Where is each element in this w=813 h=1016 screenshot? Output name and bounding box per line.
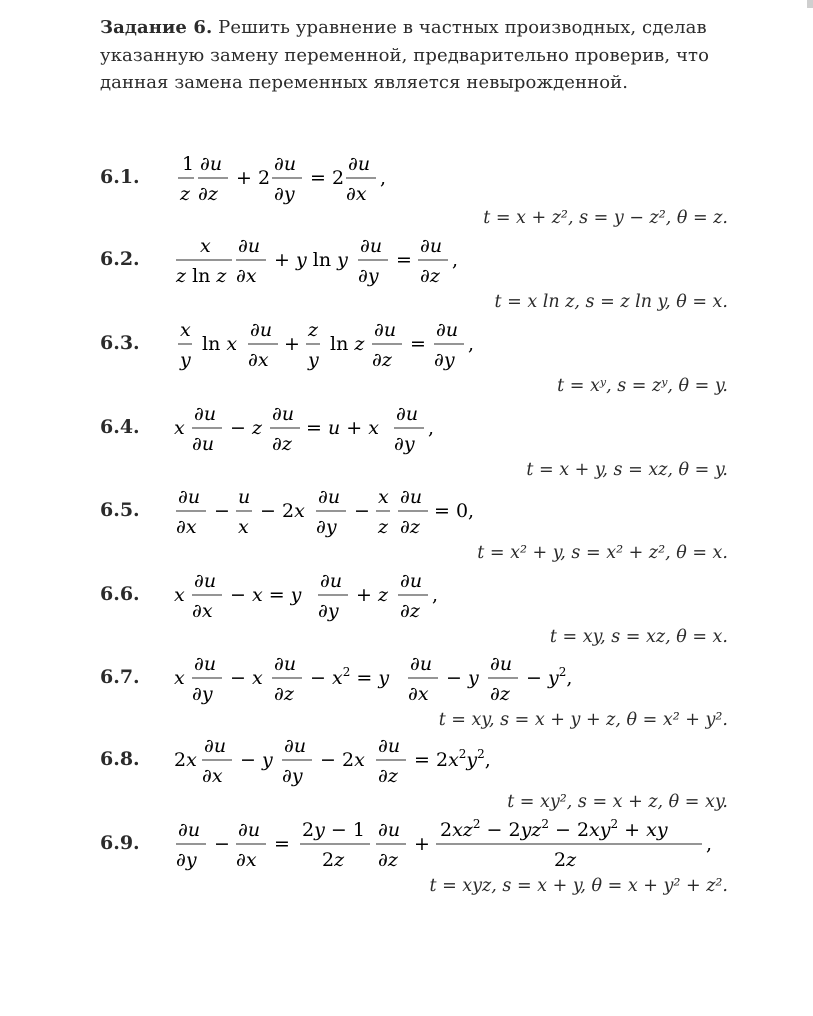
equation — [174, 650, 614, 710]
svg-text:= 2x2y2,: = $2x^2y^2$, — [414, 747, 491, 771]
svg-text:∂z: ∂z — [378, 849, 398, 871]
svg-text:z: z — [378, 516, 389, 538]
svg-text:∂u: ∂u — [238, 235, 261, 257]
svg-text:,: , — [468, 333, 475, 355]
svg-text:∂u: ∂u — [420, 235, 443, 257]
svg-text:−: − — [354, 500, 370, 522]
task-6-3 — [100, 316, 730, 406]
substitution: t = xʸ, s = zʸ, θ = y. — [557, 376, 728, 396]
svg-text:,: , — [380, 167, 387, 189]
svg-text:u: u — [238, 486, 251, 508]
task-6-7 — [100, 650, 730, 740]
svg-text:− y: − y — [240, 749, 273, 771]
equation — [174, 150, 504, 210]
svg-text:x: x — [378, 486, 389, 508]
task-number: 6.3. — [100, 332, 140, 354]
scrollbar-corner — [807, 0, 813, 8]
svg-text:∂y: ∂y — [316, 516, 337, 538]
svg-text:− 2x: − 2x — [260, 500, 305, 522]
equation — [174, 483, 594, 543]
svg-text:∂u: ∂u — [400, 570, 423, 592]
svg-text:z ln z: z ln z — [176, 265, 227, 287]
svg-text:∂u: ∂u — [374, 319, 397, 341]
svg-text:∂z: ∂z — [198, 183, 218, 205]
svg-text:+: + — [284, 333, 300, 355]
task-number: 6.9. — [100, 832, 140, 854]
svg-text:+ z: + z — [356, 584, 388, 606]
substitution: t = xy², s = x + z, θ = xy. — [507, 792, 728, 812]
svg-text:=: = — [396, 249, 412, 271]
svg-text:∂u: ∂u — [274, 653, 297, 675]
svg-text:∂u: ∂u — [410, 653, 433, 675]
svg-text:∂u: ∂u — [178, 486, 201, 508]
svg-text:∂u: ∂u — [272, 403, 295, 425]
svg-text:−: − — [214, 833, 230, 855]
task-6-5 — [100, 483, 730, 573]
svg-text:,: , — [706, 833, 713, 855]
svg-text:= u + x: = u + x — [306, 417, 379, 439]
task-6-4 — [100, 400, 730, 490]
svg-text:x: x — [174, 417, 185, 439]
svg-text:∂z: ∂z — [420, 265, 440, 287]
svg-text:∂u: ∂u — [200, 153, 223, 175]
svg-text:∂u: ∂u — [192, 433, 215, 455]
svg-text:2x: 2x — [174, 749, 197, 771]
svg-text:∂u: ∂u — [490, 653, 513, 675]
task-number: 6.1. — [100, 166, 140, 188]
svg-text:ln x: ln x — [202, 333, 238, 355]
svg-text:z: z — [308, 319, 319, 341]
task-number: 6.5. — [100, 499, 140, 521]
svg-text:∂y: ∂y — [358, 265, 379, 287]
svg-text:∂u: ∂u — [250, 319, 273, 341]
svg-text:− x = y: − x = y — [230, 584, 302, 606]
substitution: t = xy, s = xz, θ = x. — [549, 627, 728, 647]
svg-text:∂x: ∂x — [408, 683, 429, 705]
svg-text:∂u: ∂u — [284, 735, 307, 757]
task-6-6 — [100, 567, 730, 657]
svg-text:∂u: ∂u — [318, 486, 341, 508]
svg-text:∂z: ∂z — [378, 765, 398, 787]
svg-text:2z: 2z — [322, 849, 345, 871]
svg-text:=: = — [410, 333, 426, 355]
task-number: 6.6. — [100, 583, 140, 605]
svg-text:− 2x: − 2x — [320, 749, 365, 771]
equation — [174, 567, 574, 627]
svg-text:y: y — [180, 349, 191, 371]
svg-text:∂u: ∂u — [320, 570, 343, 592]
svg-text:∂u: ∂u — [436, 319, 459, 341]
svg-text:− x2 = y: − $x^2 = y$ — [310, 665, 390, 689]
svg-text:,: , — [432, 584, 439, 606]
svg-text:∂u: ∂u — [378, 735, 401, 757]
equation — [174, 232, 574, 292]
svg-text:y: y — [308, 349, 319, 371]
task-label: Задание 6. — [100, 17, 213, 38]
substitution: t = x + z², s = y − z², θ = z. — [483, 208, 728, 228]
svg-text:∂u: ∂u — [378, 819, 401, 841]
svg-text:2z: 2z — [554, 849, 577, 871]
substitution: t = x² + y, s = x² + z², θ = x. — [477, 543, 728, 563]
svg-text:1: 1 — [182, 153, 195, 175]
substitution: t = xyz, s = x + y, θ = x + y² + z². — [429, 876, 728, 896]
svg-text:−: − — [214, 500, 230, 522]
svg-text:∂x: ∂x — [236, 849, 257, 871]
svg-text:∂u: ∂u — [194, 653, 217, 675]
substitution: t = x + y, s = xz, θ = y. — [526, 460, 728, 480]
svg-text:∂y: ∂y — [394, 433, 415, 455]
svg-text:∂z: ∂z — [490, 683, 510, 705]
svg-text:∂z: ∂z — [372, 349, 392, 371]
svg-text:2y − 1: 2y − 1 — [302, 819, 365, 841]
svg-text:x: x — [174, 667, 185, 689]
equation — [174, 316, 574, 376]
task-text: Решить уравнение в частных производных, сделав указанную замену переменной, предварительно проверив, что данная замена переменных является невырожденной. — [100, 17, 710, 93]
svg-text:∂x: ∂x — [176, 516, 197, 538]
svg-text:∂z: ∂z — [272, 433, 292, 455]
task-6-2 — [100, 232, 730, 322]
task-6-9 — [100, 816, 730, 906]
svg-text:∂x: ∂x — [202, 765, 223, 787]
svg-text:∂z: ∂z — [400, 516, 420, 538]
svg-text:x: x — [200, 235, 211, 257]
svg-text:∂y: ∂y — [192, 683, 213, 705]
task-statement — [100, 14, 728, 97]
svg-text:z: z — [180, 183, 191, 205]
svg-text:∂u: ∂u — [360, 235, 383, 257]
svg-text:∂u: ∂u — [194, 403, 217, 425]
svg-text:x: x — [180, 319, 191, 341]
svg-text:− x: − x — [230, 667, 263, 689]
svg-text:∂z: ∂z — [400, 600, 420, 622]
equation — [174, 816, 734, 876]
svg-text:∂u: ∂u — [238, 819, 261, 841]
svg-text:+ 2: + 2 — [236, 167, 271, 189]
svg-text:,: , — [452, 249, 459, 271]
svg-text:x: x — [174, 584, 185, 606]
svg-text:= 2: = 2 — [310, 167, 345, 189]
svg-text:∂x: ∂x — [192, 600, 213, 622]
svg-text:∂x: ∂x — [236, 265, 257, 287]
svg-text:∂u: ∂u — [396, 403, 419, 425]
svg-text:∂u: ∂u — [194, 570, 217, 592]
task-number: 6.7. — [100, 666, 140, 688]
svg-text:=: = — [274, 833, 290, 855]
svg-text:x: x — [238, 516, 249, 538]
svg-text:− y2,: − $y^2$, — [526, 665, 573, 689]
task-number: 6.4. — [100, 416, 140, 438]
task-number: 6.8. — [100, 748, 140, 770]
equation — [174, 732, 614, 792]
svg-text:∂y: ∂y — [434, 349, 455, 371]
svg-text:ln z: ln z — [330, 333, 365, 355]
svg-text:= 0,: = 0, — [434, 500, 475, 522]
svg-text:∂y: ∂y — [318, 600, 339, 622]
svg-text:∂u: ∂u — [204, 735, 227, 757]
svg-text:+: + — [414, 833, 430, 855]
equation — [174, 400, 574, 460]
svg-text:∂x: ∂x — [248, 349, 269, 371]
svg-text:∂u: ∂u — [178, 819, 201, 841]
task-6-8 — [100, 732, 730, 822]
svg-text:2xz2 − 2yz2 − 2xy2 + xy: $2xz^2 - 2yz^2 - 2xy^2$ + xy — [440, 817, 668, 841]
svg-text:∂u: ∂u — [274, 153, 297, 175]
svg-text:− y: − y — [446, 667, 479, 689]
svg-text:∂u: ∂u — [400, 486, 423, 508]
task-number: 6.2. — [100, 248, 140, 270]
svg-text:∂x: ∂x — [346, 183, 367, 205]
svg-text:+ y ln y: + y ln y — [274, 249, 348, 271]
substitution: t = x ln z, s = z ln y, θ = x. — [494, 292, 728, 312]
svg-text:∂y: ∂y — [274, 183, 295, 205]
svg-text:∂z: ∂z — [274, 683, 294, 705]
svg-text:∂y: ∂y — [176, 849, 197, 871]
svg-text:∂u: ∂u — [348, 153, 371, 175]
svg-text:,: , — [428, 417, 435, 439]
svg-text:− z: − z — [230, 417, 262, 439]
substitution: t = xy, s = x + y + z, θ = x² + y². — [438, 710, 728, 730]
svg-text:∂y: ∂y — [282, 765, 303, 787]
task-6-1 — [100, 150, 730, 240]
